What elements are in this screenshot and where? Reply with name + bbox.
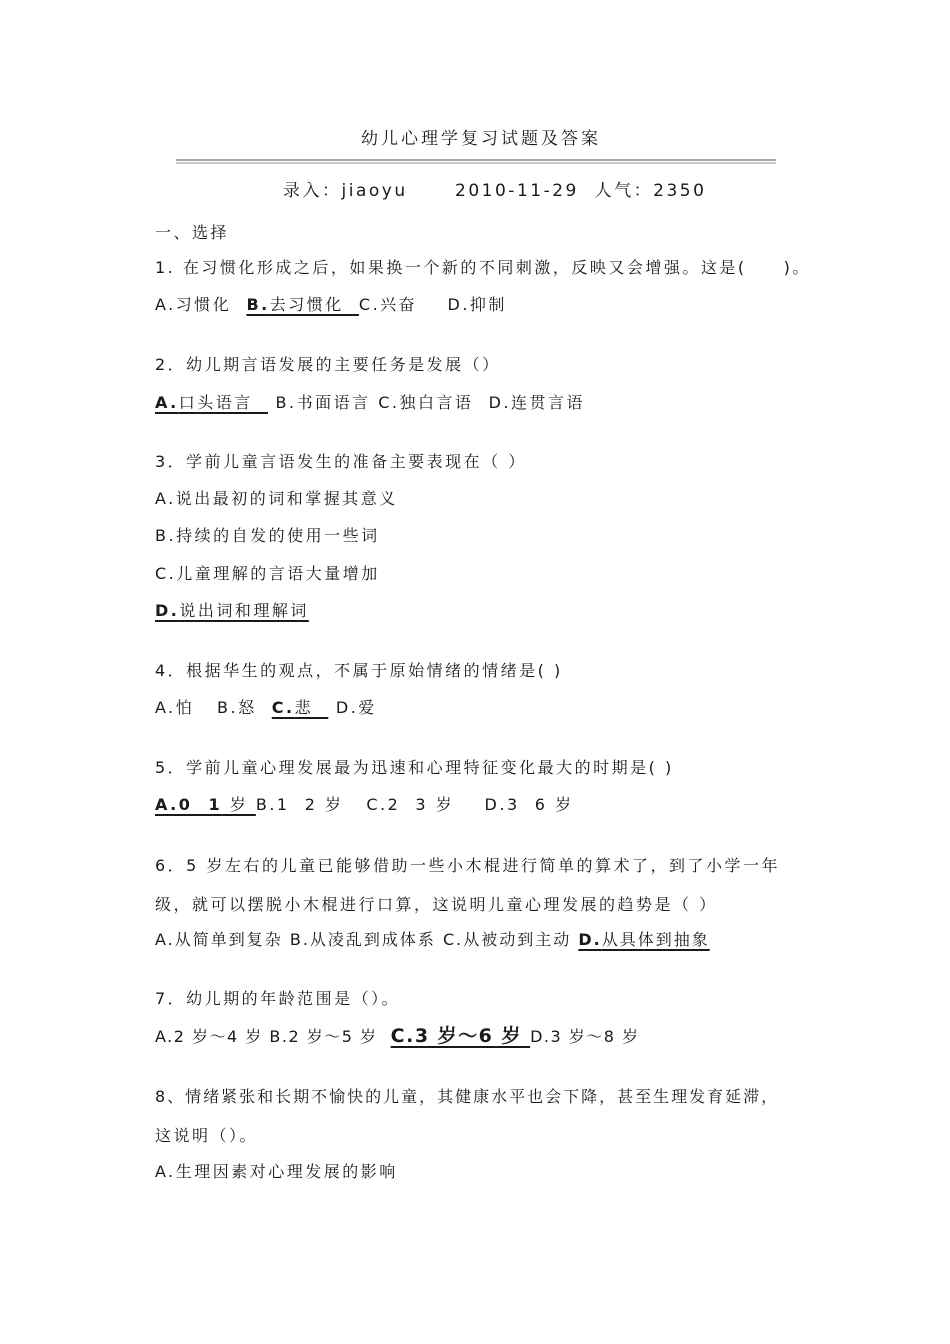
question-2-options <box>155 393 585 413</box>
question-4-options <box>155 698 377 718</box>
answer-option-a: A.口头语言 <box>155 393 268 412</box>
question-6-options <box>155 930 710 950</box>
question-1-stem: 1. 在习惯化形成之后，如果换一个新的不同刺激，反映又会增强。这是( )。 <box>155 258 811 277</box>
meta-popularity: 人气：2350 <box>594 181 707 201</box>
option-d: D.连贯言语 <box>488 393 586 412</box>
question-8-stem-line-2: 这说明（）。 <box>155 1126 259 1145</box>
question-5-stem: 5．学前儿童心理发展最为迅速和心理特征变化最大的时期是( ) <box>155 758 674 777</box>
question-1-options <box>155 295 507 315</box>
answer-option-c: C.悲 <box>271 698 329 717</box>
section-heading: 一、选择 <box>155 223 230 242</box>
answer-option-d: D.从具体到抽象 <box>578 930 710 949</box>
question-8-stem-line-1: 8、情绪紧张和长期不愉快的儿童，其健康水平也会下降，甚至生理发育延滞， <box>155 1087 780 1106</box>
option-b: B.1 2 岁 <box>255 795 367 814</box>
question-7-options <box>155 1026 640 1047</box>
option-c: C.兴奋 <box>358 295 448 314</box>
option-c: C.从被动到主动 <box>443 930 579 949</box>
question-6-stem-line-1: 6．5 岁左右的儿童已能够借助一些小木棍进行简单的算术了，到了小学一年 <box>155 856 780 875</box>
question-3-stem: 3．学前儿童言语发生的准备主要表现在（ ） <box>155 452 527 471</box>
option-a: A.说出最初的词和掌握其意义 <box>155 489 398 508</box>
meta-date: 2010-11-29 <box>455 181 579 201</box>
option-d: D.爱 <box>328 698 377 717</box>
option-c: C.独白言语 <box>378 393 489 412</box>
meta-line <box>283 181 706 201</box>
question-6-stem-line-2: 级，就可以摆脱小木棍进行口算，这说明儿童心理发展的趋势是（ ） <box>155 895 718 914</box>
option-c: C.儿童理解的言语大量增加 <box>155 564 380 583</box>
option-a: A.习惯化 <box>155 295 247 314</box>
answer-option-c: C.3 岁～6 岁 <box>390 1025 531 1047</box>
answer-option-a: A.0 1 岁 <box>155 795 256 814</box>
option-d: D.3 6 岁 <box>484 795 574 814</box>
answer-option-b: B.去习惯化 <box>246 295 359 314</box>
option-b: B.持续的自发的使用一些词 <box>155 526 380 545</box>
title-divider <box>176 159 776 164</box>
option-a: A.从简单到复杂 <box>155 930 290 949</box>
option-b: B.书面语言 <box>267 393 379 412</box>
question-5-options <box>155 795 574 815</box>
page-title: 幼儿心理学复习试题及答案 <box>361 129 601 149</box>
option-d: D.抑制 <box>447 295 507 314</box>
question-4-stem: 4．根据华生的观点，不属于原始情绪的情绪是( ) <box>155 661 563 680</box>
question-2-stem: 2．幼儿期言语发展的主要任务是发展（） <box>155 355 501 374</box>
option-b: B.从凌乱到成体系 <box>289 930 443 949</box>
option-b: B.怒 <box>217 698 272 717</box>
option-c: C.2 3 岁 <box>366 795 485 814</box>
answer-option-d: D.说出词和理解词 <box>155 601 309 620</box>
option-b: B.2 岁～5 岁 <box>269 1027 391 1046</box>
question-3-answer <box>155 601 309 621</box>
option-d: D.3 岁～8 岁 <box>530 1027 640 1046</box>
question-7-stem: 7．幼儿期的年龄范围是（）。 <box>155 989 401 1008</box>
meta-recorder: 录入：jiaoyu <box>283 181 408 201</box>
option-a: A.2 岁～4 岁 <box>155 1027 270 1046</box>
option-a: A.生理因素对心理发展的影响 <box>155 1162 398 1181</box>
option-a: A.怕 <box>155 698 218 717</box>
